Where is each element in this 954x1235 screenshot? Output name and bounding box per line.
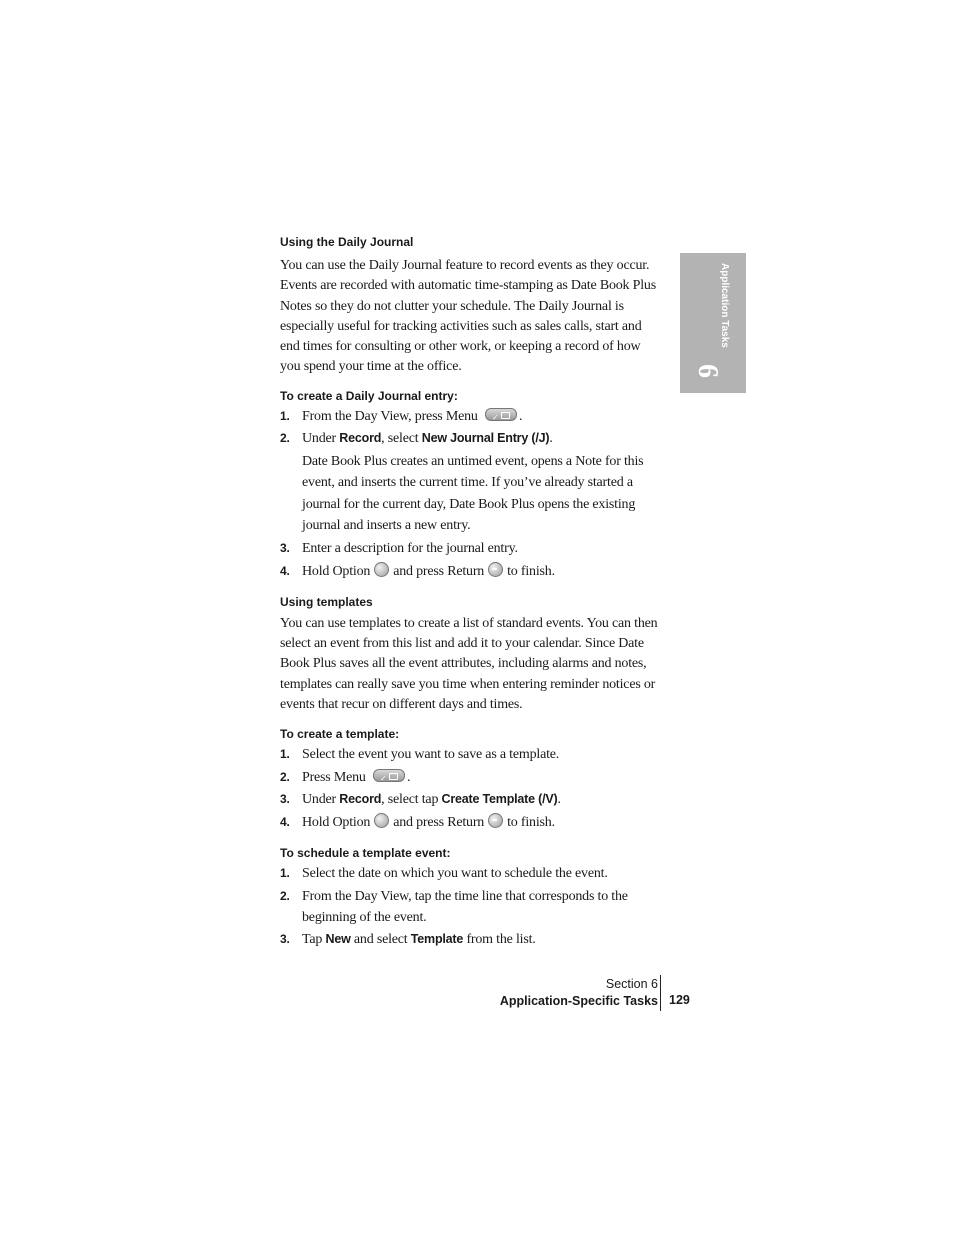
page-number: 129 [669,993,690,1007]
chapter-tab-number: 6 [692,364,723,378]
return-button-icon [488,813,503,828]
footer-section: Section 6 [605,977,658,991]
create-journal-steps [280,406,660,582]
page-footer [500,976,658,1010]
templates-paragraph: You can use templates to create a list of standard events. You can then select an event from this list and add it to your calendar. Since Date Book Plus saves all the event attributes, including alarms and notes, templates can really save you time when entering reminder notices or events that recur on different days and times. [280,615,658,712]
create-template-steps [280,744,660,833]
chapter-tab [680,253,746,393]
option-button-icon [374,813,389,828]
list-item: 2. Under Record, select New Journal Entry (/J). Date Book Plus creates an untimed event, opens a Note for this event, and inserts the current time. If you’ve already started a journal for the current day, Date Book Plus opens the existing journal and inserts a new entry. [280,428,660,537]
create-journal-heading: To create a Daily Journal entry: [280,388,458,403]
list-item: 1. Select the event you want to save as a template. [280,747,560,763]
menu-button-icon [485,408,517,421]
list-item: 2. From the Day View, tap the time line that corresponds to the beginning of the event. [280,889,628,926]
section-heading-templates: Using templates [280,594,373,609]
list-item: 3. Enter a description for the journal entry. [280,540,518,556]
daily-journal-paragraph: You can use the Daily Journal feature to record events as they occur. Events are recorded with automatic time-stamping as Date Book Plus Notes so they do not clutter your schedule. The Daily Journal is especially useful for tracking activities such as sales calls, start and end times for consulting or other work, or keeping a record of how you spend your time at the office. [280,258,656,375]
option-button-icon [374,562,389,577]
schedule-template-heading: To schedule a template event: [280,846,451,861]
chapter-tab-label: Application Tasks [719,263,730,348]
list-item: 3. Under Record, select tap Create Template (/V). [280,792,561,808]
list-item: 4. Hold Option and press Return to finish. [280,563,555,579]
footer-title: Application-Specific Tasks [499,994,658,1008]
schedule-template-steps [280,863,660,950]
list-item: 2. Press Menu ✓ . [280,767,660,788]
step-note: Date Book Plus creates an untimed event, opens a Note for this event, and inserts the current time. If you’ve already started a journal for the current day, Date Book Plus opens the existing journal and inserts a new entry. [302,453,644,534]
list-item: 3. Tap New and select Template from the list. [280,932,536,948]
menu-button-icon [373,769,405,782]
list-item: 4. Hold Option and press Return to finish. [280,815,555,831]
list-item: 1. Select the date on which you want to schedule the event. [280,866,608,882]
return-button-icon [488,562,503,577]
page-content [280,232,660,950]
list-item: 1. From the Day View, press Menu ✓ . [280,406,660,427]
footer-divider [660,975,661,1011]
section-heading-daily-journal: Using the Daily Journal [280,235,414,249]
create-template-heading: To create a template: [280,727,400,742]
